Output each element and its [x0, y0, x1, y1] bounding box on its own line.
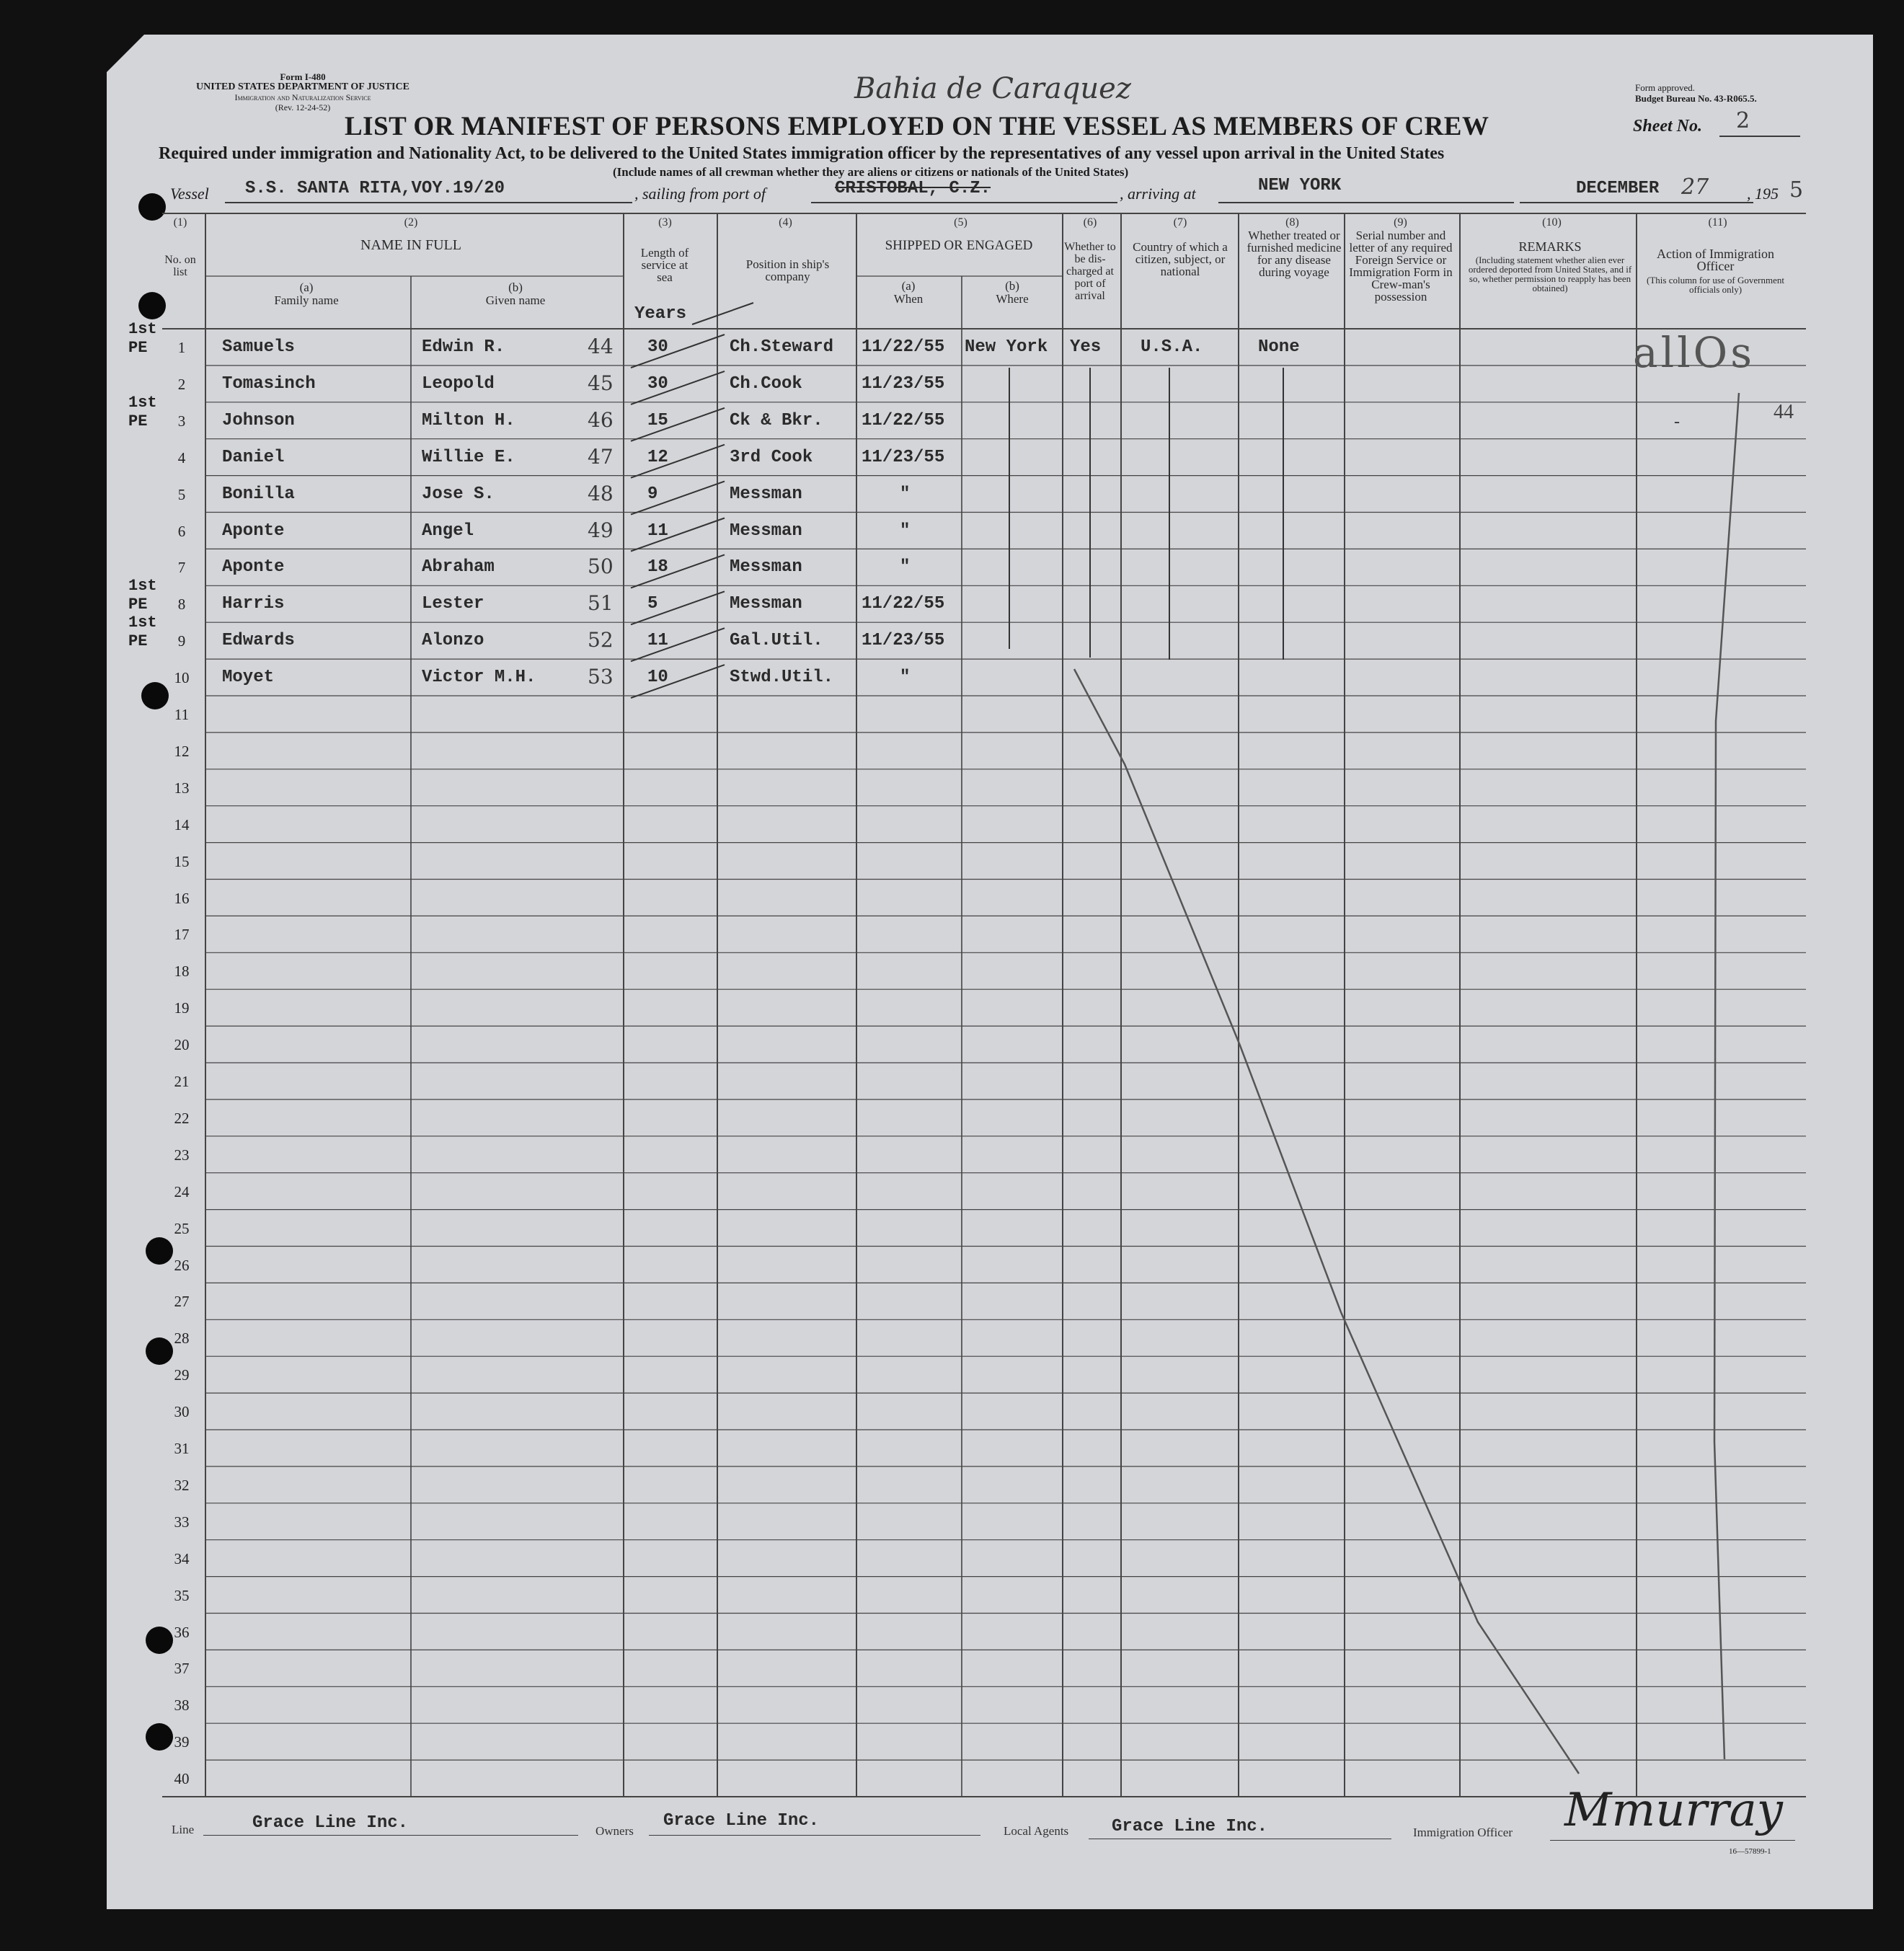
header-discharged: Whether to be dis-charged at port of arrival — [1064, 241, 1116, 302]
row-number: 12 — [174, 742, 190, 760]
row-number: 13 — [174, 779, 190, 797]
arrival-month: DECEMBER — [1576, 179, 1660, 198]
vessel-label: Vessel — [170, 185, 209, 203]
officer-dash: - — [1674, 412, 1680, 431]
arrival-day: 27 — [1681, 174, 1709, 200]
row-number: 1 — [177, 339, 186, 356]
form-number: Form I-480 — [280, 71, 326, 82]
row-discharged: Yes — [1070, 337, 1102, 357]
row-pe-mark: 1st PE — [128, 320, 157, 357]
row-shipped-when: " — [900, 484, 911, 504]
row-number: 4 — [177, 448, 186, 466]
row-number: 16 — [174, 889, 190, 907]
row-shipped-when: " — [900, 557, 911, 578]
row-number: 22 — [174, 1109, 190, 1127]
row-years-at-sea: 18 — [647, 557, 668, 578]
row-shipped-when: 11/23/55 — [862, 631, 945, 651]
row-ref-number: 45 — [588, 371, 614, 395]
row-number: 36 — [174, 1623, 190, 1641]
header-serial: Serial number and letter of any required Foreign Service or Immigration Form in Crew-man's possession — [1349, 229, 1453, 304]
row-number: 3 — [177, 412, 186, 430]
row-number: 2 — [177, 375, 186, 393]
row-years-at-sea: 30 — [647, 373, 668, 394]
row-number: 34 — [174, 1549, 190, 1567]
vessel-name: S.S. SANTA RITA,VOY.19/20 — [245, 179, 505, 198]
row-number: 30 — [174, 1403, 190, 1421]
year-digit: 5 — [1789, 177, 1804, 203]
row-family-name: Aponte — [222, 521, 285, 541]
row-given-name: Victor M.H. — [422, 668, 536, 688]
row-family-name: Aponte — [222, 557, 285, 578]
header-where: Where — [996, 292, 1029, 306]
row-number: 38 — [174, 1696, 190, 1715]
header-given-name: Given name — [485, 293, 546, 307]
row-shipped-when: 11/23/55 — [862, 373, 945, 394]
footer-owners: Grace Line Inc. — [663, 1811, 820, 1831]
header-family-num: (a) — [299, 280, 314, 294]
row-shipped-when: 11/22/55 — [862, 337, 945, 357]
row-family-name: Moyet — [222, 668, 275, 688]
row-pe-mark: 1st PE — [128, 577, 157, 614]
row-pe-mark: 1st PE — [128, 393, 157, 430]
header-shipped-engaged: SHIPPED OR ENGAGED — [885, 238, 1033, 253]
form-title: LIST OR MANIFEST OF PERSONS EMPLOYED ON THE VESSEL AS MEMBERS OF CREW — [345, 112, 1489, 141]
row-number: 9 — [177, 632, 186, 650]
row-number: 32 — [174, 1476, 190, 1494]
row-years-at-sea: 30 — [647, 337, 668, 357]
row-number: 23 — [174, 1146, 190, 1164]
row-position: Stwd.Util. — [730, 668, 834, 688]
row-shipped-when: " — [900, 668, 911, 688]
row-ref-number: 49 — [588, 518, 614, 542]
row-number: 29 — [174, 1366, 190, 1384]
row-ref-number: 44 — [588, 335, 614, 358]
form-approved: Form approved. — [1635, 82, 1696, 93]
row-number: 8 — [177, 596, 186, 614]
header-family-name: Family name — [274, 293, 339, 307]
header-remarks-note: (Including statement whether alien ever ordered deported from United States, and if so, whether permission to reapply has been obtained) — [1468, 255, 1632, 293]
sailing-label: , sailing from port of — [634, 185, 766, 203]
footer-agents-label: Local Agents — [1004, 1824, 1069, 1838]
colnum-6: (6) — [1083, 216, 1097, 229]
row-number: 33 — [174, 1513, 190, 1531]
row-years-at-sea: 12 — [647, 447, 668, 467]
row-pe-mark: 1st PE — [128, 614, 157, 651]
row-given-name: Leopold — [422, 373, 495, 394]
header-remarks: REMARKS — [1518, 239, 1582, 254]
row-position: Messman — [730, 484, 802, 504]
row-family-name: Tomasinch — [222, 373, 316, 394]
row-given-name: Lester — [422, 594, 484, 614]
row-position: Ch.Cook — [730, 373, 802, 394]
sheet-label: Sheet No. — [1633, 117, 1702, 136]
header-given-num: (b) — [508, 280, 523, 294]
officer-signature: Mmurray — [1564, 1784, 1783, 1837]
officer-count: 44 — [1774, 401, 1794, 423]
service: Immigration and Naturalization Service — [234, 92, 371, 102]
header-when-num: (a) — [901, 279, 916, 293]
colnum-7: (7) — [1173, 216, 1187, 229]
row-position: Messman — [730, 557, 802, 578]
row-position: Ch.Steward — [730, 337, 834, 357]
header-position: Position in ship's company — [745, 257, 830, 283]
row-number: 10 — [174, 669, 190, 687]
colnum-11: (11) — [1708, 216, 1727, 229]
row-given-name: Abraham — [422, 557, 495, 578]
header-where-num: (b) — [1005, 279, 1019, 293]
row-medicine: None — [1258, 337, 1300, 357]
footer-line-underline — [203, 1835, 578, 1836]
row-ref-number: 52 — [588, 628, 614, 652]
row-given-name: Willie E. — [422, 447, 515, 467]
row-ref-number: 46 — [588, 407, 614, 432]
row-given-name: Milton H. — [422, 410, 515, 430]
row-number: 35 — [174, 1586, 190, 1604]
footer-line-label: Line — [172, 1823, 195, 1836]
row-shipped-when: 11/23/55 — [862, 447, 945, 467]
colnum-5: (5) — [954, 216, 968, 229]
row-number: 37 — [174, 1660, 190, 1678]
header-when: When — [893, 292, 924, 306]
footer-line: Grace Line Inc. — [252, 1813, 409, 1833]
row-number: 5 — [177, 485, 186, 503]
arrival-port: NEW YORK — [1258, 176, 1342, 195]
footer-owners-underline — [649, 1835, 980, 1836]
form-note: (Include names of all crewman whether they are aliens or citizens or nationals of the United States) — [613, 165, 1129, 179]
header-country: Country of which a citizen, subject, or national — [1133, 240, 1228, 278]
row-given-name: Edwin R. — [422, 337, 505, 357]
colnum-1: (1) — [173, 216, 187, 229]
row-shipped-when: 11/22/55 — [862, 410, 945, 430]
form-subtitle: Required under immigration and Nationality Act, to be delivered to the United States immigration officer by the representatives of any vessel upon arrival in the United States — [159, 144, 1445, 163]
row-number: 40 — [174, 1770, 190, 1788]
row-position: Gal.Util. — [730, 631, 823, 651]
row-years-at-sea: 15 — [647, 410, 668, 430]
row-years-at-sea: 9 — [647, 484, 658, 504]
row-number: 20 — [174, 1036, 190, 1054]
row-number: 11 — [174, 706, 190, 723]
row-years-at-sea: 5 — [647, 594, 658, 614]
row-years-at-sea: 11 — [647, 631, 668, 651]
officer-action-mark: allOs — [1633, 328, 1755, 377]
year-prefix: , 195 — [1747, 185, 1779, 203]
row-number: 25 — [174, 1219, 190, 1237]
footer-owners-label: Owners — [595, 1824, 634, 1838]
row-years-at-sea: 10 — [647, 668, 668, 688]
row-family-name: Samuels — [222, 337, 295, 357]
header-action-note: (This column for use of Government officials only) — [1647, 275, 1784, 295]
row-number: 6 — [177, 522, 186, 540]
row-family-name: Daniel — [222, 447, 285, 467]
cancel-diagonal-line — [1074, 669, 1579, 1774]
row-position: Messman — [730, 521, 802, 541]
header-no-on-list: No. on list — [164, 254, 196, 278]
row-family-name: Bonilla — [222, 484, 295, 504]
officer-vertical-stroke — [1714, 393, 1739, 1759]
footer-officer-label: Immigration Officer — [1413, 1826, 1513, 1839]
row-shipped-when: " — [900, 521, 911, 541]
row-number: 28 — [174, 1330, 190, 1348]
row-position: Ck & Bkr. — [730, 410, 823, 430]
department: UNITED STATES DEPARTMENT OF JUSTICE — [196, 81, 409, 92]
row-given-name: Alonzo — [422, 631, 484, 651]
row-shipped-where: New York — [965, 337, 1048, 357]
row-number: 19 — [174, 999, 190, 1017]
row-number: 39 — [174, 1733, 190, 1751]
header-length-service: Length of service at sea — [640, 246, 689, 284]
years-unit: Years — [634, 304, 687, 324]
row-number: 18 — [174, 963, 190, 981]
row-ref-number: 48 — [588, 481, 614, 505]
row-number: 7 — [177, 559, 186, 577]
row-ref-number: 53 — [588, 665, 614, 689]
row-given-name: Angel — [422, 521, 474, 541]
budget-number: Budget Bureau No. 43-R065.5. — [1635, 93, 1757, 104]
row-number: 24 — [174, 1182, 190, 1200]
footer-officer-underline — [1550, 1840, 1795, 1841]
row-ref-number: 51 — [588, 591, 614, 616]
row-number: 21 — [174, 1073, 190, 1090]
row-number: 17 — [174, 926, 190, 944]
header-medicine: Whether treated or furnished medicine for any disease during voyage — [1247, 229, 1342, 279]
sheet-number: 2 — [1736, 108, 1750, 133]
colnum-10: (10) — [1542, 216, 1562, 229]
row-number: 15 — [174, 852, 190, 870]
colnum-9: (9) — [1394, 216, 1407, 229]
revision: (Rev. 12-24-52) — [275, 102, 331, 112]
form-code: 16—57899-1 — [1729, 1847, 1771, 1856]
row-given-name: Jose S. — [422, 484, 495, 504]
header-action: Action of Immigration Officer — [1657, 247, 1774, 273]
row-family-name: Harris — [222, 594, 285, 614]
row-position: Messman — [730, 594, 802, 614]
row-number: 31 — [174, 1440, 190, 1457]
row-ref-number: 50 — [588, 554, 614, 579]
colnum-8: (8) — [1285, 216, 1299, 229]
row-position: 3rd Cook — [730, 447, 813, 467]
row-family-name: Edwards — [222, 631, 295, 651]
row-country: U.S.A. — [1141, 337, 1203, 357]
arriving-label: , arriving at — [1120, 185, 1196, 203]
row-family-name: Johnson — [222, 410, 295, 430]
departure-port: CRISTOBAL, C.Z. — [835, 179, 991, 198]
colnum-4: (4) — [779, 216, 792, 229]
row-number: 27 — [174, 1293, 190, 1311]
row-ref-number: 47 — [588, 444, 614, 469]
handwritten-port-note: Bahia de Caraquez — [854, 72, 1131, 105]
colnum-2: (2) — [404, 216, 418, 229]
row-number: 14 — [174, 815, 190, 833]
header-name-in-full: NAME IN FULL — [360, 237, 461, 253]
footer-agents: Grace Line Inc. — [1112, 1817, 1268, 1836]
row-shipped-when: 11/22/55 — [862, 594, 945, 614]
row-years-at-sea: 11 — [647, 521, 668, 541]
row-number: 26 — [174, 1256, 190, 1274]
colnum-3: (3) — [658, 216, 672, 229]
